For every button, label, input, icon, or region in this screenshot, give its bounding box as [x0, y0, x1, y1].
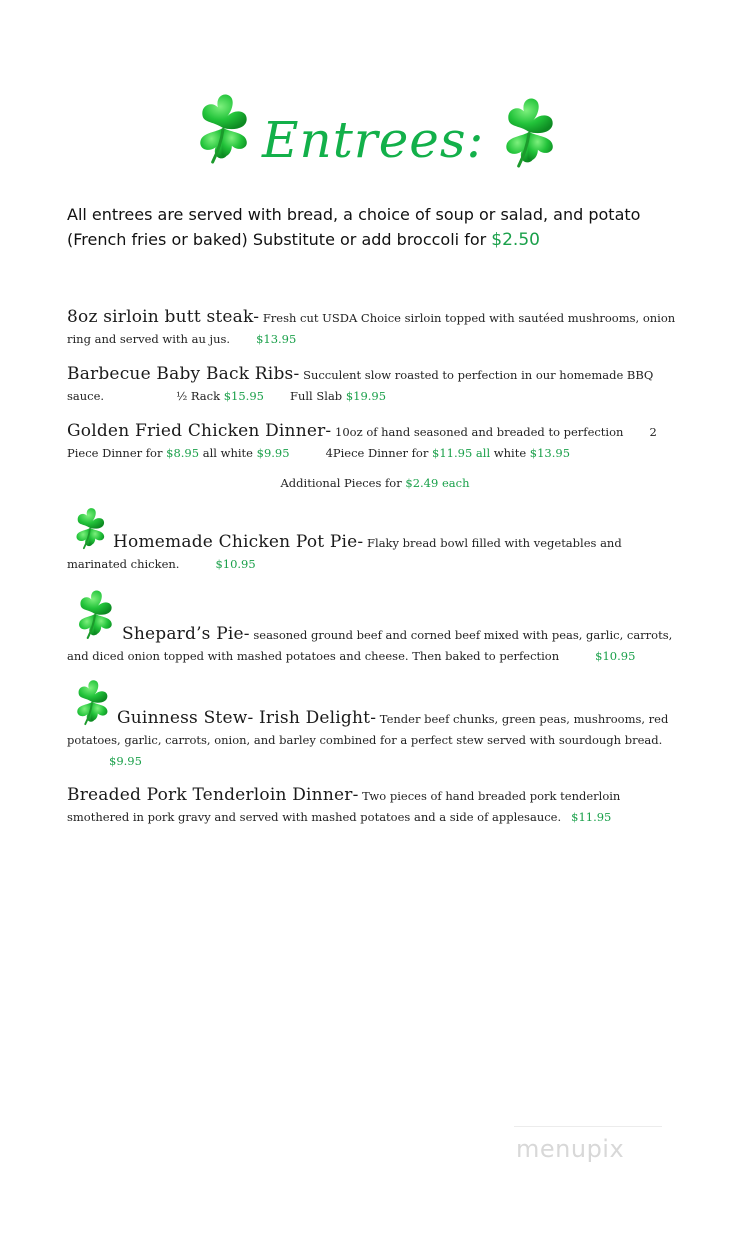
- option-white-price: $13.95: [529, 446, 571, 460]
- item-price: $10.95: [215, 557, 256, 571]
- option-white-label: white: [493, 446, 527, 460]
- page-title: Entrees:: [262, 111, 485, 169]
- half-rack-label: ½ Rack: [176, 389, 221, 403]
- item-price: $10.95: [595, 649, 636, 663]
- item-name: Shepard’s Pie-: [122, 624, 250, 644]
- additional-pieces: Additional Pieces for $2.49 each: [280, 476, 470, 490]
- menu-item: [67, 624, 681, 667]
- item-price: $11.95: [571, 810, 612, 824]
- menu-item: [67, 785, 681, 828]
- menu-item: [67, 307, 681, 350]
- option-price: $8.95: [166, 446, 200, 460]
- menu-item: [67, 364, 681, 407]
- option-price: $11.95 all: [432, 446, 491, 460]
- intro-text: All entrees are served with bread, a choice of soup or salad, and potato (French fries or baked) Substitute or add broccoli for $2.50: [67, 205, 641, 250]
- menu-item: [67, 421, 681, 464]
- broccoli-price: $2.50: [491, 230, 540, 250]
- item-description: Fresh cut USDA Choice sirloin topped with sautéed mushrooms, onion ring and served with au jus.: [67, 311, 676, 346]
- item-name: Breaded Pork Tenderloin Dinner-: [67, 785, 359, 805]
- option-label: 2 Piece Dinner for: [67, 425, 657, 460]
- item-description: Two pieces of hand breaded pork tenderloin smothered in pork gravy and served with mashed potatoes and a side of applesauce.: [67, 789, 621, 824]
- menu-item: [67, 708, 681, 772]
- item-description: Flaky bread bowl filled with vegetables and marinated chicken.: [67, 536, 622, 571]
- shamrock-icon: [186, 90, 260, 166]
- page-header: [0, 90, 750, 170]
- item-name: 8oz sirloin butt steak-: [67, 307, 260, 327]
- item-name: Barbecue Baby Back Ribs-: [67, 364, 300, 384]
- menu-item: [67, 532, 681, 575]
- option-white-label: all white: [202, 446, 253, 460]
- item-name: Guinness Stew- Irish Delight-: [117, 708, 377, 728]
- item-description: seasoned ground beef and corned beef mixed with peas, garlic, carrots, and diced onion topped with mashed potatoes and cheese. Then baked to perfection: [67, 628, 673, 663]
- item-price: $9.95: [109, 754, 142, 768]
- shamrock-icon: [492, 94, 566, 170]
- item-description: Succulent slow roasted to perfection in our homemade BBQ sauce.: [67, 368, 654, 403]
- additional-price: $2.49 each: [405, 476, 470, 490]
- item-name: Golden Fried Chicken Dinner-: [67, 421, 332, 441]
- option-label: 4Piece Dinner for: [325, 446, 429, 460]
- item-price: $13.95: [256, 332, 297, 346]
- item-description: 10oz of hand seasoned and breaded to perfection: [335, 425, 624, 439]
- watermark-divider: [514, 1126, 662, 1127]
- watermark-logo: menupix: [516, 1135, 625, 1163]
- half-rack-price: $15.95: [223, 389, 264, 403]
- full-slab-label: Full Slab: [289, 389, 343, 403]
- item-name: Homemade Chicken Pot Pie-: [113, 532, 364, 552]
- full-slab-price: $19.95: [345, 389, 387, 403]
- item-description: Tender beef chunks, green peas, mushrooms, red potatoes, garlic, carrots, onion, and barley combined for a perfect stew served with sourdough bread.: [67, 712, 669, 747]
- option-white-price: $9.95: [256, 446, 290, 460]
